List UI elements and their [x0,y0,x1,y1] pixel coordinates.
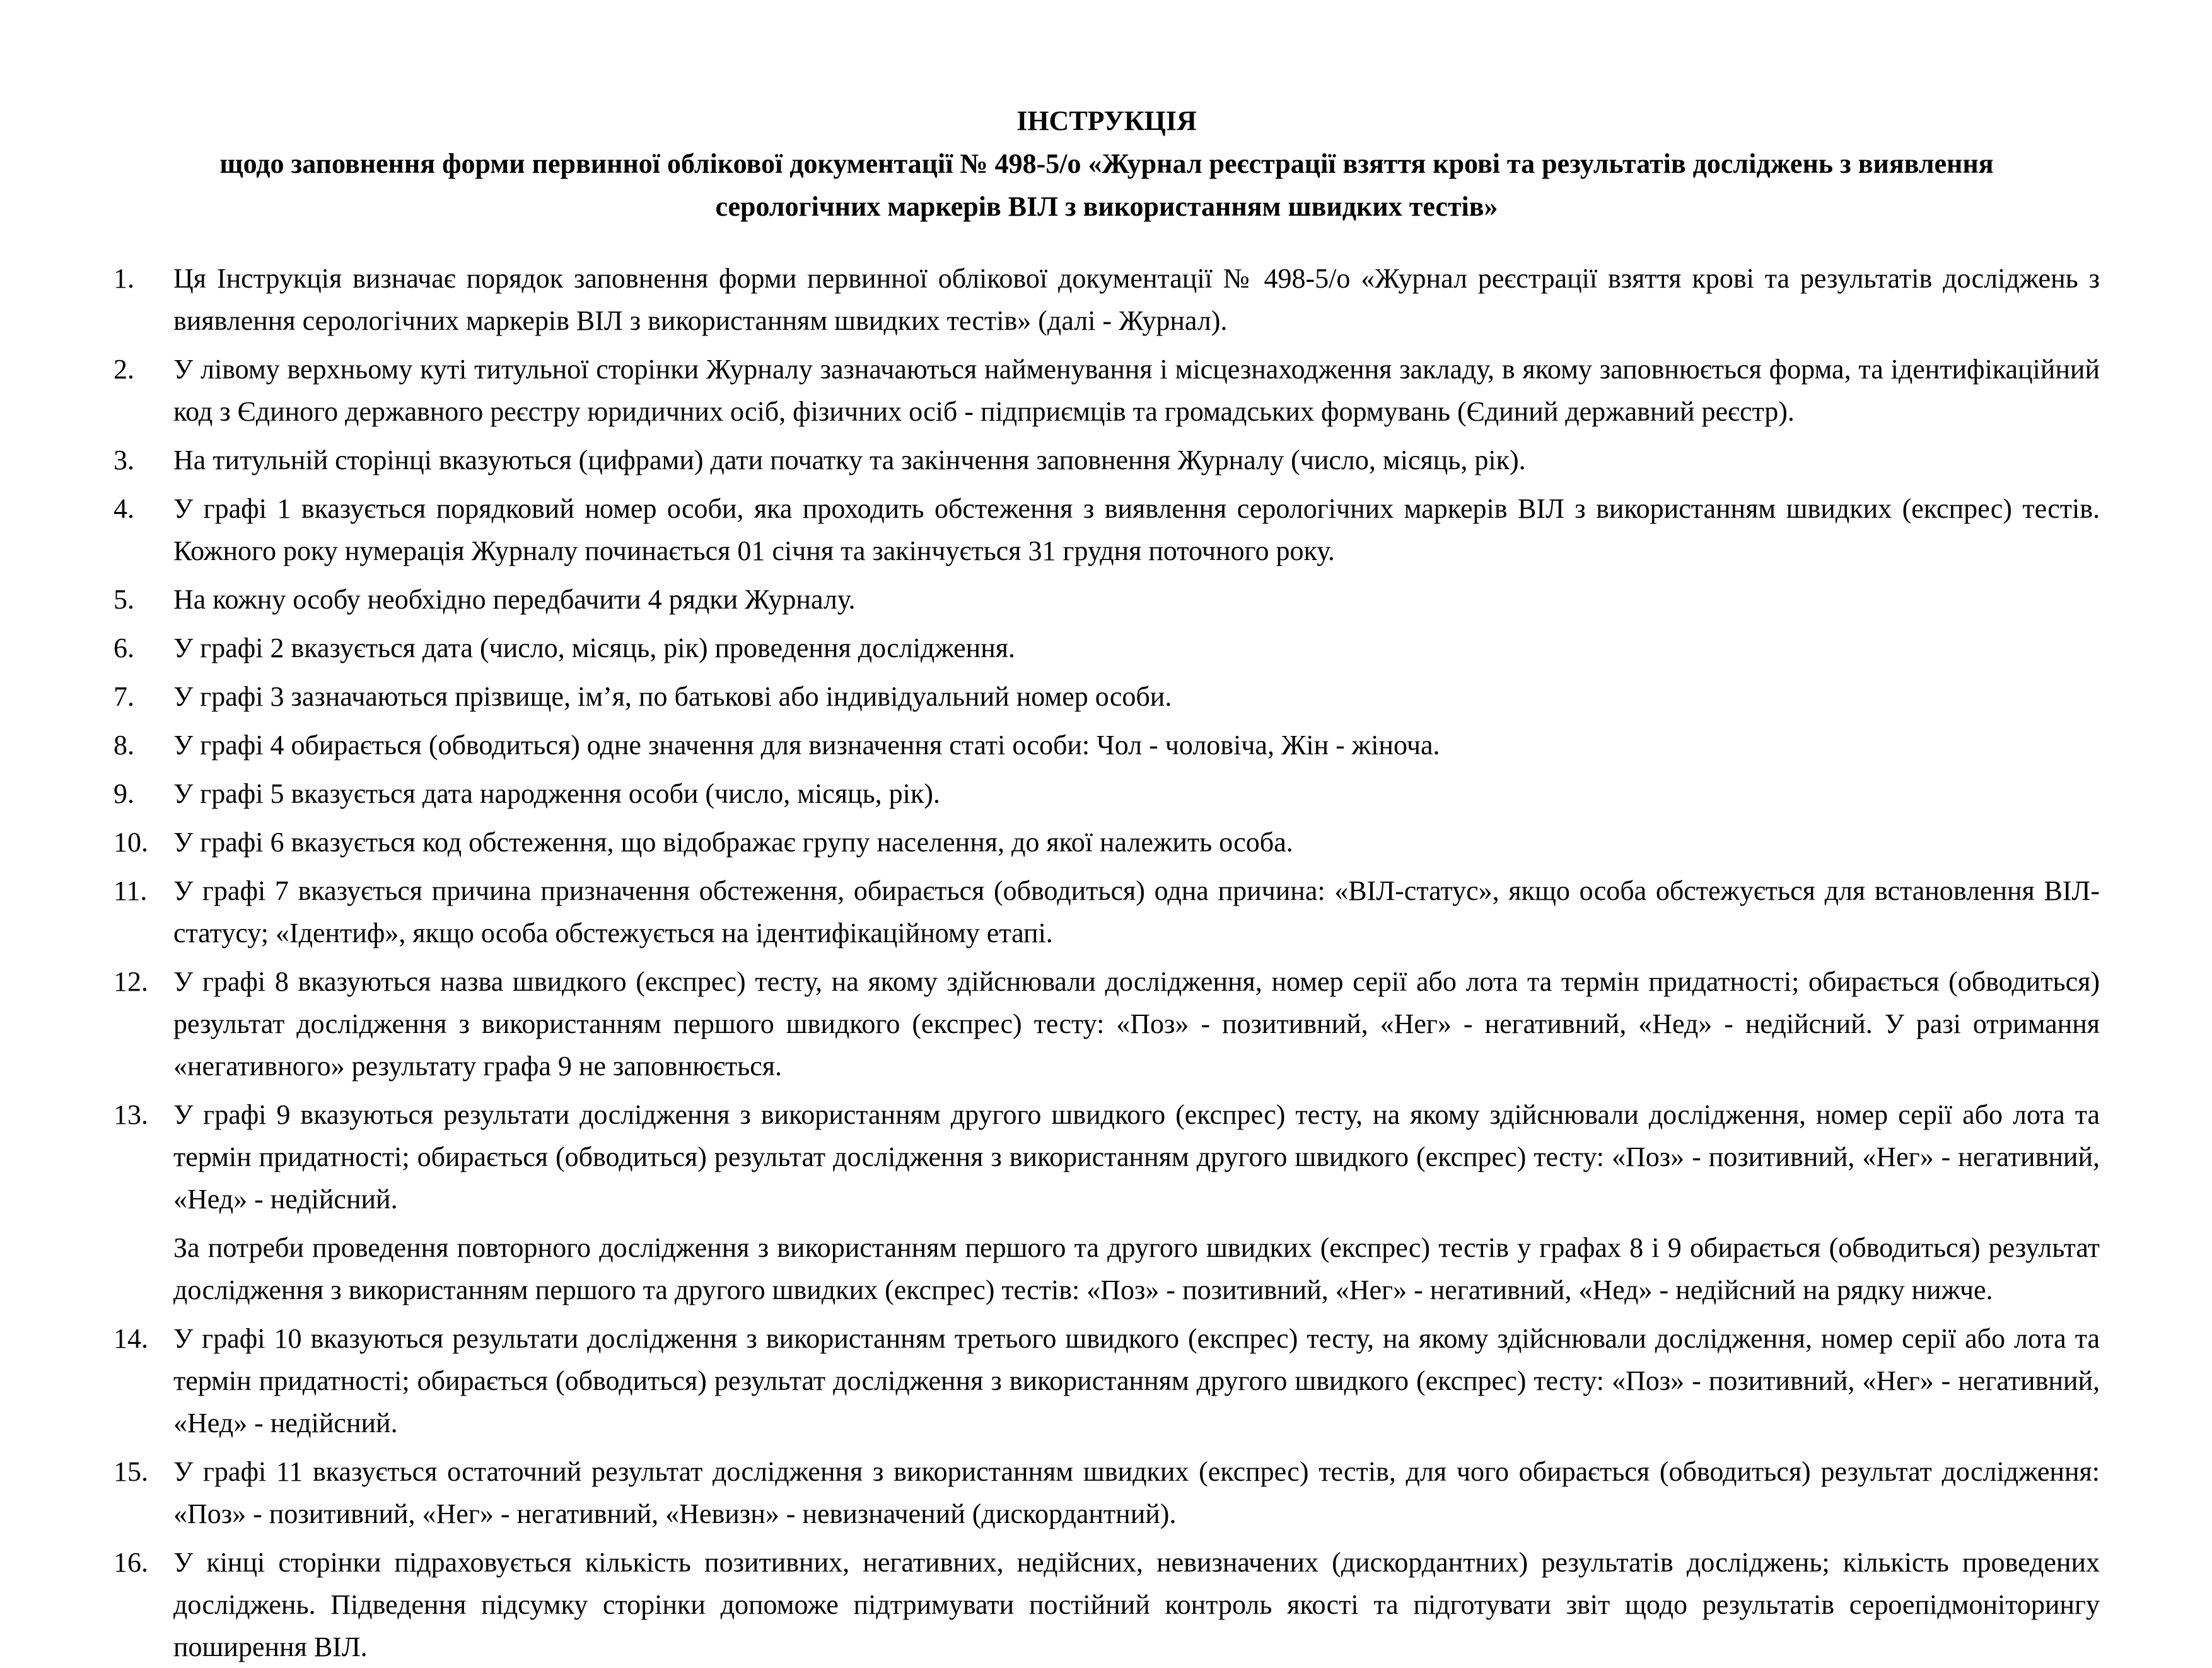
document-title: ІНСТРУКЦІЯ [1016,105,1197,136]
item-number: 2. [114,354,134,385]
instruction-item-13 [114,1094,2100,1311]
document-subtitle: щодо заповнення форми первинної облікової документації № 498-5/о «Журнал реєстрації взяття крові та результатів досліджень з виявлення серологічних маркерів ВІЛ з використанням швидких тестів» [219,148,1994,222]
item-number: 1. [114,263,134,294]
instruction-item-16 [114,1541,2100,1668]
item-text: У графі 10 вказуються результати дослідження з використанням третього швидкого (експрес) тесту, на якому здійснювали дослідження, номер серії або лота та термін придатності; обирається (обводиться) результат дослідження з використанням другого швидкого (експрес) тесту: «Поз» - позитивний, «Нег» - негативний, «Нед» - недійсний. [173,1323,2100,1438]
instruction-list [114,257,2100,1668]
item-text: На кожну особу необхідно передбачити 4 рядки Журналу. [173,584,856,615]
instruction-item-9 [114,773,2100,815]
item-number: 3. [114,445,134,475]
instruction-item-2 [114,348,2100,433]
item-text: У графі 3 зазначаються прізвище, ім’я, по батькові або індивідуальний номер особи. [173,681,1172,712]
item-text: У графі 1 вказується порядковий номер особи, яка проходить обстеження з виявлення серологічних маркерів ВІЛ з використанням швидких (експрес) тестів. Кожного року нумерація Журналу починається 01 січня та закінчується 31 грудня поточного року. [173,493,2100,566]
instruction-item-1 [114,257,2100,342]
item-number: 11. [114,875,148,906]
document-heading [114,100,2100,228]
document-page [114,100,2100,1668]
instruction-item-12 [114,960,2100,1087]
item-text: Ця Інструкція визначає порядок заповнення форми первинної облікової документації № 498-5/о «Журнал реєстрації взяття крові та результатів досліджень з виявлення серологічних маркерів ВІЛ з використанням швидких тестів» (далі - Журнал). [173,263,2100,336]
item-number: 8. [114,730,134,761]
instruction-item-7 [114,675,2100,718]
item-number: 7. [114,681,134,712]
item-text: На титульній сторінці вказуються (цифрами) дати початку та закінчення заповнення Журналу (число, місяць, рік). [173,445,1526,475]
instruction-item-6 [114,627,2100,669]
item-number: 5. [114,584,134,615]
instruction-item-4 [114,487,2100,572]
item-text: У лівому верхньому куті титульної сторінки Журналу зазначаються найменування і місцезнаходження закладу, в якому заповнюється форма, та ідентифікаційний код з Єдиного державного реєстру юридичних осіб, фізичних осіб - підприємців та громадських формувань (Єдиний державний реєстр). [173,354,2100,427]
item-text: У графі 11 вказується остаточний результат дослідження з використанням швидких (експрес) тестів, для чого обирається (обводиться) результат дослідження: «Поз» - позитивний, «Нег» - негативний, «Невизн» - невизначений (дискордантний). [173,1456,2100,1529]
item-text: У графі 5 вказується дата народження особи (число, місяць, рік). [173,778,940,809]
instruction-item-10 [114,821,2100,863]
instruction-item-11 [114,870,2100,954]
item-text: У графі 4 обирається (обводиться) одне значення для визначення статі особи: Чол - чоловіча, Жін - жіноча. [173,730,1440,761]
item-text: У графі 9 вказуються результати дослідження з використанням другого швидкого (експрес) тесту, на якому здійснювали дослідження, номер серії або лота та термін придатності; обирається (обводиться) результат дослідження з використанням другого швидкого (експрес) тесту: «Поз» - позитивний, «Нег» - негативний, «Нед» - недійсний. [173,1099,2100,1215]
instruction-item-14 [114,1317,2100,1444]
item-text: У графі 6 вказується код обстеження, що відображає групу населення, до якої належить особа. [173,827,1293,858]
instruction-item-5 [114,578,2100,621]
item-number: 12. [114,966,148,997]
instruction-item-8 [114,724,2100,766]
item-text: У кінці сторінки підраховується кількість позитивних, негативних, недійсних, невизначених (дискордантних) результатів досліджень; кількість проведених досліджень. Підведення підсумку сторінки допоможе підтримувати постійний контроль якості та підготувати звіт щодо результатів сероепідмоніторингу поширення ВІЛ. [173,1547,2100,1662]
item-number: 15. [114,1456,148,1487]
item-text: У графі 2 вказується дата (число, місяць, рік) проведення дослідження. [173,633,1015,663]
item-number: 4. [114,493,134,524]
item-text: У графі 8 вказуються назва швидкого (експрес) тесту, на якому здійснювали дослідження, номер серії або лота та термін придатності; обирається (обводиться) результат дослідження з використанням першого швидкого (експрес) тесту: «Поз» - позитивний, «Нег» - негативний, «Нед» - недійсний. У разі отримання «негативного» результату графа 9 не заповнюється. [173,966,2100,1082]
item-number: 14. [114,1323,148,1354]
instruction-item-3 [114,439,2100,481]
item-number: 9. [114,778,134,809]
instruction-item-15 [114,1450,2100,1535]
item-text: У графі 7 вказується причина призначення обстеження, обирається (обводиться) одна причина: «ВІЛ-статус», якщо особа обстежується для встановлення ВІЛ-статусу; «Ідентиф», якщо особа обстежується на ідентифікаційному етапі. [173,875,2100,948]
item-number: 10. [114,827,148,858]
item-number: 16. [114,1547,148,1578]
item-number: 13. [114,1099,148,1130]
item-note: За потреби проведення повторного дослідження з використанням першого та другого швидких (експрес) тестів у графах 8 і 9 обирається (обводиться) результат дослідження з використанням першого та другого швидких (експрес) тестів: «Поз» - позитивний, «Нег» - негативний, «Нед» - недійсний на рядку нижче. [173,1232,2100,1305]
item-number: 6. [114,633,134,663]
